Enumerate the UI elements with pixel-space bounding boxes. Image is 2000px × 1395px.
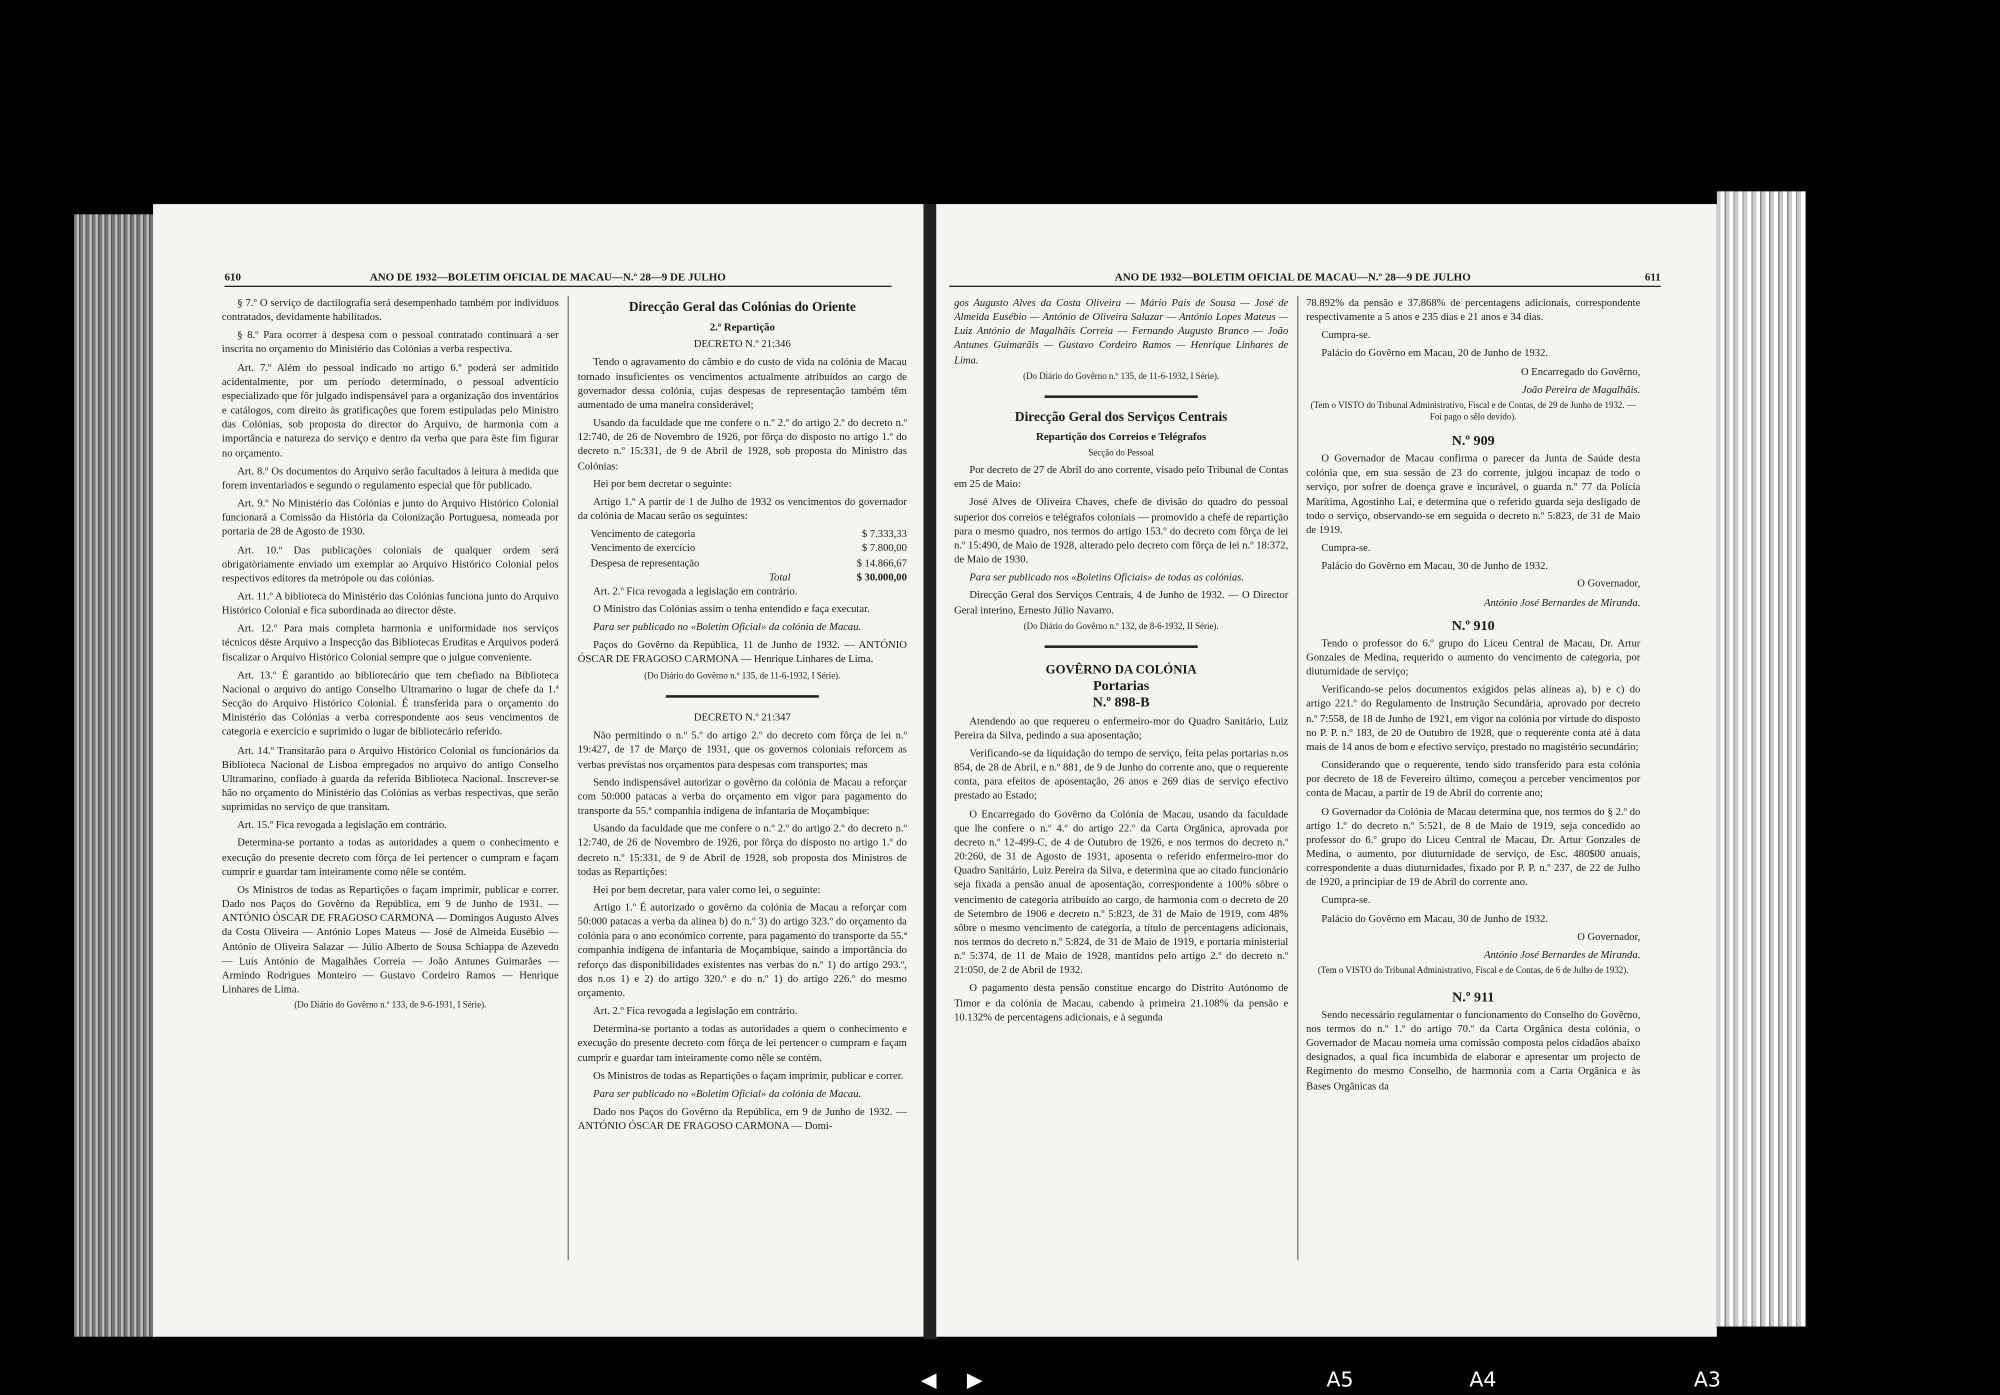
salary-row: Vencimento de categoria $ 7.333,33	[590, 528, 907, 540]
cumpra-se: Cumpra-se.	[1321, 542, 1371, 554]
paragraph: O Encarregado do Govêrno da Colónia de Macau, usando da faculdade que lhe confere o n.º 4.º do artigo 22.º da Carta Orgânica, aprovada por decreto n.º 12-499-C, de 4 de Outubro de 1926, e nos termos do decreto n.º 20:260, de 31 de Agosto de 1931, aposenta o referido enfermeiro-mor do Quadro Sanitário, Luiz Pereira da Silva, e determina que ao citado funcionário seja fixada a pensão anual de aposentação, correspondente a 100% sôbre o vencimento de categoria atribuído ao cargo, de harmonia com o decreto de 20 de Setembro de 1906 e decreto n.º 5:823, de 31 de Maio de 1919, com 48% sôbre o mesmo vencimento de categoria, a título de percentagens adicionais, nos termos do decreto n.º 5:824, de 31 de Maio de 1919, e portaria ministerial n.º 5:374, de 11 de Maio de 1928, mantidos pelo artigo 2.º do decreto n.º 21:050, de 2 de Abril de 1932.	[954, 808, 1289, 977]
left-page-header	[224, 270, 891, 287]
paragraph: Art. 15.º Fica revogada a legislação em contrário.	[237, 819, 447, 831]
salary-row: Despesa de representação $ 14.866,67	[590, 556, 907, 569]
signature: Paços do Govêrno da República, 11 de Junho de 1932. — ANTÓNIO ÓSCAR DE FRAGOSO CARMONA — Henrique Linhares de Lima.	[577, 639, 907, 666]
paragraph: Verificando-se pelos documentos exigidos pelas alíneas a), b) e c) do artigo 221.º do Regulamento de Instrução Secundária, aprovado por decreto n.º 7:558, de 18 de Junho de 1921, em vigor na colónia por virtude do disposto no P. P. n.º 183, de 20 de Outubro de 1928, que o requerente conta até à data mais de 14 anos de bom e efectivo serviço, prestado no magistério secundário;	[1306, 684, 1641, 753]
prev-page-button[interactable]	[921, 1367, 937, 1395]
paragraph: Não permitindo o n.º 5.º do artigo 2.º do decreto com fôrça de lei n.º 19:427, de 17 de Março de 1931, que os governos coloniais reforcem as verbas previstas nos orçamentos para despesas com transportes; mas	[577, 729, 907, 770]
section-subheading: 2.ª Repartição	[709, 320, 775, 334]
signature: Direcção Geral dos Serviços Centrais, 4 de Junho de 1932. — O Director Geral interino, Ernesto Júlio Navarro.	[954, 589, 1289, 616]
decree-title: DECRETO N.º 21:346	[693, 338, 791, 350]
paragraph: Os Ministros de todas as Repartições o façam imprimir, publicar e correr.	[593, 1069, 904, 1082]
column-rule	[568, 296, 569, 1260]
salary-row: Vencimento de exercício $ 7.800,00	[590, 542, 907, 555]
left-column-1	[222, 296, 559, 1016]
paragraph: Hei por bem decretar o seguinte:	[593, 477, 732, 490]
paragraph: Usando da faculdade que me confere o n.º 2.º do artigo 2.º do decreto n.º 12:740, de 26 de Novembro de 1926, por fôrça do disposto no artigo 1.º do decreto n.º 15:331, de 9 de Abril de 1928, sob proposta do Ministro das Colónias:	[577, 417, 907, 472]
running-title: ANO DE 1932—BOLETIM OFICIAL DE MACAU—N.º 28—9 DE JULHO	[369, 270, 726, 284]
paragraph: Sendo necessário regulamentar o funcionamento do Conselho do Govêrno, nos termos do n.º 1.º do artigo 70.º da Carta Orgânica desta colónia, o Governador de Macau nomeia uma comissão composta pelos cidadãos abaixo designados, a qual fica incumbida de elaborar e apresentar um projecto de Regimento do mesmo Conselho, de harmonia com a Carta Orgânica e às Bases Orgânicas da	[1306, 1008, 1641, 1092]
paragraph: Usando da faculdade que me confere o n.º 2.º do artigo 2.º do decreto n.º 12:740, de 26 de Novembro de 1926, por fôrça do disposto no artigo 1.º do decreto n.º 15:331, de 9 de Abril de 1928, sob proposta dos Ministros de todas as Repartições:	[577, 822, 907, 878]
decree-title: DECRETO N.º 21:347	[693, 711, 791, 724]
paragraph: Tendo o agravamento do câmbio e do custo de vida na colónia de Macau tornado insuficientes os vencimentos actualmente atribuídos ao cargo de governador dessa colónia, cujas despesas de representação também têm aumentado de uma maneira considerável;	[577, 356, 907, 411]
section-subsub: Secção do Pessoal	[1088, 447, 1154, 458]
paragraph: Art. 8.º Os documentos do Arquivo serão facultados à leitura à medida que forem inventariados e segundo o regulamento especial que fôr publicado.	[221, 465, 559, 491]
portaria-number: N.º 910	[1451, 618, 1495, 634]
running-title: ANO DE 1932—BOLETIM OFICIAL DE MACAU—N.º 28—9 DE JULHO	[1114, 270, 1471, 284]
signature-role: O Governador,	[1577, 930, 1641, 943]
visto-note: (Tem o VISTO do Tribunal Administrativo, Fiscal e de Contas, de 29 de Junho de 1932. — Foi pago o sêlo devido).	[1310, 400, 1636, 423]
paragraph: Determina-se portanto a todas as autoridades a quem o conhecimento e execução do presente decreto com fôrça de lei pertencer o cumpram e façam cumprir e guardar tam inteiramente como nêle se contém.	[221, 837, 559, 878]
page-stack-left	[74, 214, 156, 1336]
paragraph: O Governador da Colónia de Macau determina que, nos termos do § 2.º do artigo 1.º do decreto n.º 5:521, de 8 de Maio de 1919, seja concedido ao professor do 6.º grupo do Liceu Central de Macau, Dr. Artur Gonzales de Medina, o aumento, por diuturnidade de serviço, de Esc. 480$00 anuais, correspondente a duas diuturnidades, fixado por P. P. n.º 237, de 22 de Julho de 1920, a principiar de 19 de Abril do corrente ano.	[1306, 805, 1641, 889]
portaria-number: N.º 909	[1451, 433, 1495, 449]
section-heading: Direcção Geral dos Serviços Centrais	[1014, 411, 1228, 426]
page-stack-right	[1717, 191, 1806, 1326]
publish-note: Para ser publicado no «Boletim Oficial» da colónia de Macau.	[593, 621, 862, 633]
source-note: (Do Diário do Govêrno n.º 132, de 8-6-1932, II Série).	[1023, 620, 1219, 631]
page-number: 611	[1644, 270, 1661, 284]
signature: Dado nos Paços do Govêrno da República, em 9 de Junho de 1932. — ANTÓNIO ÓSCAR DE FRAGOSO CARMONA — Domi-	[577, 1105, 907, 1132]
paragraph: Art. 10.º Das publicações coloniais de qualquer ordem será obrigatòriamente enviado um exemplar ao Arquivo Histórico Colonial pelos respectivos editores da metrópole ou das colónias.	[221, 544, 559, 584]
paragraph: § 8.º Para ocorrer à despesa com o pessoal contratado continuará a ser inscrita no orçamento do Ministério das Colónias a verba respectiva.	[221, 329, 559, 356]
right-page	[936, 204, 1717, 1337]
paragraph: Artigo 1.º É autorizado o govêrno da colónia de Macau a reforçar com 50:000 patacas a verba da alínea b) do n.º 3) do artigo 323.º do orçamento da colónia para o ano económico corrente, para pagamento do transporte da 55.ª companhia indígena de infantaria de Moçambique, saindo a importância do reforço das disponibilidades existentes nas verbas do n.º 1) do artigo 293.º, dos n.os 1) e 2) do artigo 320.º e do n.º 1) do artigo 226.º do mesmo orçamento.	[577, 901, 907, 999]
dateline: Palácio do Govêrno em Macau, 30 de Junho de 1932.	[1321, 560, 1549, 572]
paragraph: O pagamento desta pensão constitue encargo do Distrito Autónomo de Timor e da colónia de Macau, cabendo à primeira 21.108% da pensão e 10.132% de percentagens adicionais, e à segunda	[954, 982, 1289, 1023]
paragraph: Tendo o professor do 6.º grupo do Liceu Central de Macau, Dr. Artur Gonzales de Medina, requerido o aumento do vencimento de categoria, por diuturnidade de serviço;	[1306, 637, 1641, 678]
paragraph: Considerando que o requerente, tendo sido transferido para esta colónia por decreto de 18 de Fevereiro último, começou a perceber vencimentos por conta de Macau, a partir de 19 de Abril do corrente ano;	[1306, 759, 1641, 799]
paragraph: Art. 11.º A biblioteca do Ministério das Colónias funciona junto do Arquivo Histórico Colonial e fica subordinada ao director dêste.	[221, 590, 559, 617]
paragraph: Art. 13.º É garantido ao bibliotecário que tem chefiado na Biblioteca Nacional o arquivo do antigo Conselho Ultramarino o lugar de chefe da 1.ª Secção do Arquivo Histórico Colonial. É transferida para o orçamento do Ministério das Colónias a verba correspondente aos seus vencimentos de categoria e exercício e suprimido o lugar de bibliotecário referido.	[221, 669, 559, 738]
left-column-2	[578, 296, 907, 1137]
paragraph: § 7.º O serviço de dactilografia será desempenhado também por indivíduos contratados, devidamente habilitados.	[221, 297, 559, 323]
right-page-header	[949, 270, 1661, 287]
salary-table	[578, 527, 907, 570]
arrow-right-icon: ▶	[966, 1367, 983, 1392]
salary-total: Total $ 30.000,00	[769, 570, 907, 583]
column-rule	[1297, 296, 1298, 1260]
page-number: 610	[224, 270, 241, 284]
publish-note: Para ser publicado nos «Boletins Oficiais» de todas as colónias.	[969, 571, 1244, 584]
film-mark: A5	[1326, 1367, 1354, 1392]
left-page	[153, 204, 925, 1337]
publish-note: Para ser publicado no «Boletim Oficial» da colónia de Macau.	[593, 1087, 862, 1100]
cumpra-se: Cumpra-se.	[1321, 329, 1371, 341]
dateline: Palácio do Govêrno em Macau, 20 de Junho de 1932.	[1321, 347, 1549, 360]
source-note: (Do Diário do Govêrno n.º 133, de 9-6-1931, I Série).	[294, 1000, 487, 1011]
arrow-left-icon: ◀	[920, 1367, 937, 1392]
section-heading: GOVÊRNO DA COLÓNIA	[1045, 663, 1197, 678]
signature: gos Augusto Alves da Costa Oliveira — Mário Pais de Sousa — José de Almeida Eusébio — António de Oliveira Salazar — António Lopes Mateus — Luiz António de Magalhãis Correia — Fernando Augusto Branco — João Antunes Guimarãis — Gustavo Cordeiro Ramos — Henrique Linhares de Lima.	[954, 297, 1289, 366]
signature-name: António José Bernardes de Miranda.	[1484, 948, 1641, 961]
paragraph: Art. 2.º Fica revogada a legislação em contrário.	[593, 585, 798, 597]
signature-name: António José Bernardes de Miranda.	[1484, 596, 1641, 608]
paragraph: Art. 9.º No Ministério das Colónias e junto do Arquivo Histórico Colonial funcionará a Comissão da História da Colonização Portuguesa, nomeada por portaria de 28 de Agosto de 1930.	[221, 497, 559, 538]
paragraph: Verificando-se da liquidação do tempo de serviço, feita pelas portarias n.os 854, de 28 de Abril, e n.º 881, de 9 de Junho do corrente ano, que o requerente conta, para efeitos de aposentação, 26 anos e 269 dias de serviço efectivo prestado ao Estado;	[954, 747, 1289, 802]
right-column-2	[1306, 296, 1640, 1097]
paragraph: Hei por bem decretar, para valer como lei, o seguinte:	[593, 883, 821, 896]
paragraph: Art. 14.º Transitarão para o Arquivo Histórico Colonial os funcionários da Biblioteca Nacional de Lisboa empregados no arquivo do antigo Conselho Ultramarino, confiado à guarda da referida Biblioteca Nacional. Inscrever-se hão no orçamento do Ministério das Colónias as verbas respectivas, que serão suprimidas no serviço de que transitam.	[221, 744, 559, 813]
paragraph: Por decreto de 27 de Abril do ano corrente, visado pelo Tribunal de Contas em 25 de Maio:	[954, 464, 1289, 491]
paragraph: Atendendo ao que requereu o enfermeiro-mor do Quadro Sanitário, Luiz Pereira da Silva, pedindo a sua aposentação;	[954, 715, 1289, 741]
next-page-button[interactable]	[967, 1367, 983, 1395]
visto-note: (Tem o VISTO do Tribunal Administrativo, Fiscal e de Contas, de 6 de Julho de 1932).	[1317, 965, 1629, 976]
paragraph: 78.892% da pensão e 37.868% de percentagens adicionais, correspondente respectivamente a 5 anos e 235 dias e 21 anos e 34 dias.	[1306, 297, 1641, 323]
section-heading: Direcção Geral das Colónias do Oriente	[628, 301, 856, 316]
film-mark: A4	[1469, 1367, 1497, 1392]
signature-role: O Governador,	[1577, 578, 1641, 590]
paragraph: Sendo indispensável autorizar o govêrno da colónia de Macau a reforçar com 50:000 patacas a verba do orçamento em vigor para pagamento do transporte da 55.ª companhia indígena de infantaria de Moçambique:	[577, 776, 907, 817]
cumpra-se: Cumpra-se.	[1321, 894, 1371, 907]
paragraph: Art. 12.º Para mais completa harmonia e uniformidade nos serviços técnicos dêste Arquivo a Inspecção das Bibliotecas Eruditas e Arquivos poderá fiscalizar o Arquivo Histórico Colonial sempre que o julgue conveniente.	[221, 622, 559, 663]
paragraph: Artigo 1.º A partir de 1 de Julho de 1932 os vencimentos do governador da colónia de Macau serão os seguintes:	[577, 496, 907, 522]
portaria-number: N.º 911	[1452, 989, 1495, 1005]
paragraph: Art. 7.º Além do pessoal indicado no artigo 6.º poderá ser admitido acidentalmente, por um período determinado, o pessoal adventício especializado que fôr julgado indispensável para a organização dos inventários e catálogos, com direito às gratificações que forem estipuladas pelo Ministro das Colónias, sob proposta do director do Arquivo, de harmonia com a importância e natureza do serviço e dentro da verba que para êste fim figurar no orçamento.	[221, 361, 559, 459]
film-mark: A3	[1693, 1367, 1721, 1392]
source-note: (Do Diário do Govêrno n.º 135, de 11-6-1932, I Série).	[1023, 370, 1220, 382]
paragraph: Os Ministros de todas as Repartições o façam imprimir, publicar e correr. Dado nos Paços do Govêrno da República, em 9 de Junho de 1931. — ANTÓNIO ÓSCAR DE FRAGOSO CARMONA — Domingos Augusto Alves da Costa Oliveira — António Lopes Mateus — José de Almeida Eusébio — António de Oliveira Salazar — Júlio Alberto de Sousa Schiappa de Azevedo — Luís António de Magalhães Correia — João Antunes Guimarães — Armindo Rodrigues Monteiro — Gustavo Cordeiro Ramos — Henrique Linhares de Lima.	[221, 883, 559, 995]
paragraph: Determina-se portanto a todas as autoridades a quem o conhecimento e execução do presente decreto com fôrça de lei pertencer o cumpram e façam cumprir e guardar tam inteiramente como nêle se contém.	[577, 1023, 907, 1064]
paragraph: O Governador de Macau confirma o parecer da Junta de Saúde desta colónia que, em sua sessão de 23 do corrente, julgou incapaz de todo o serviço, por sofrer de doença grave e incurável, o guarda n.º 77 da Polícia Marítima, Agostinho Lai, e determina que o referido guarda seja desligado de todo o serviço, observando-se em seguida o decreto n.º 5:823, de 31 de Maio de 1919.	[1306, 452, 1641, 536]
paragraph: José Alves de Oliveira Chaves, chefe de divisão do quadro do pessoal superior dos correios e telégrafos coloniais — promovido a chefe de repartição para o mesmo quadro, nos termos do artigo 153.º do decreto com fôrça de lei n.º 15:490, de Maio de 1928, alterado pelo decreto com fôrça de lei n.º 18:372, de Maio de 1930.	[954, 496, 1289, 566]
section-subheading: Repartição dos Correios e Telégrafos	[1036, 430, 1207, 444]
paragraph: Art. 2.º Fica revogada a legislação em contrário.	[593, 1005, 798, 1017]
dateline: Palácio do Govêrno em Macau, 30 de Junho de 1932.	[1321, 912, 1549, 925]
signature-role: O Encarregado do Govêrno,	[1520, 365, 1641, 378]
portaria-number: N.º 898-B	[1092, 695, 1150, 712]
paragraph: O Ministro das Colónias assim o tenha entendido e faça executar.	[593, 603, 870, 615]
source-note: (Do Diário do Govêrno n.º 135, de 11-6-1932, I Série).	[644, 670, 841, 681]
right-column-1	[954, 296, 1288, 1028]
portarias-heading: Portarias	[1093, 678, 1150, 695]
signature-name: João Pereira de Magalhãis.	[1521, 383, 1641, 396]
